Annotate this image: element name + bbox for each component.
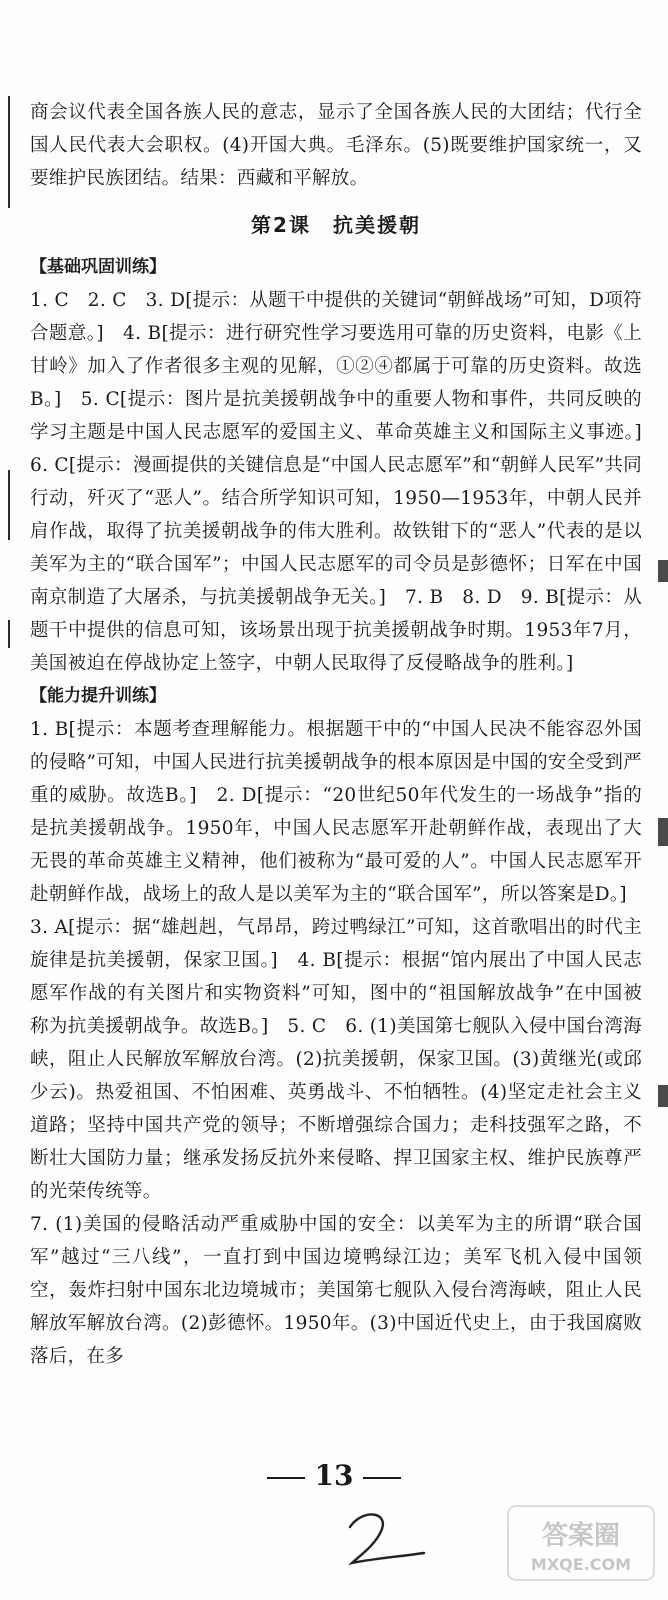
basic-training-answers: 1. C 2. C 3. D[提示：从题干中提供的关键词“朝鲜战场”可知，D项符合题意。] 4. B[提示：进行研究性学习要选用可靠的历史资料，电影《上甘岭》加入了作者很多主观的见解，①②④都属于可靠的历史资料。故选B。] 5. C[提示：图片是抗美援朝战争中的重要人物和事件，共同反映的学习主题是中国人民志愿军的爱国主义、革命英雄主义和国际主义事迹。] 6. C[提示：漫画提供的关键信息是“中国人民志愿军”和“朝鲜人民军”共同行动，歼灭了“恶人”。结合所学知识可知，1950—1953年，中朝人民并肩作战，取得了抗美援朝战争的伟大胜利。故铁钳下的“恶人”代表的是以美军为主的“联合国军”；中国人民志愿军的司令员是彭德怀；日军在中国南京制造了大屠杀，与抗美援朝战争无关。] 7. B 8. D 9. B[提示：从题干中提供的信息可知，该场景出现于抗美援朝战争时期。1953年7月，美国被迫在停战协定上签字，中朝人民取得了反侵略战争的胜利。] xyxy=(30,290,661,674)
watermark-logo-text: 答案圈 xyxy=(541,1521,621,1551)
section-heading-advanced: 【能力提升训练】 xyxy=(30,686,166,706)
handwritten-mark xyxy=(340,1505,430,1575)
previous-lesson-answers: 商会议代表全国各族人民的意志，显示了全国各族人民的大团结；代行全国人民代表大会职权。(4)开国大典。毛泽东。(5)既要维护国家统一，又要维护民族团结。结果：西藏和平解放。 xyxy=(30,102,642,189)
section-heading-basic: 【基础巩固训练】 xyxy=(30,257,166,277)
binding-mark xyxy=(8,96,10,208)
binding-mark xyxy=(8,470,10,540)
advanced-answers-3-6: 3. A[提示：据“雄赳赳，气昂昂，跨过鸭绿江”可知，这首歌唱出的时代主旋律是抗美援朝，保家卫国。] 4. B[提示：根据“馆内展出了中国人民志愿军作战的有关图片和实物资料”可知，图中的“祖国解放战争”在中国被称为抗美援朝战争。故选B。] 5. C 6. (1)美国第七舰队入侵中国台湾海峡，阻止人民解放军解放台湾。(2)抗美援朝，保家卫国。(3)黄继光(或邱少云)。热爱祖国、不怕困难、英勇战斗、不怕牺牲。(4)坚定走社会主义道路；坚持中国共产党的领导；不断增强综合国力；走科技强军之路，不断壮大国防力量；继承发扬反抗外来侵略、捍卫国家主权、维护民族尊严的光荣传统等。 xyxy=(30,917,642,1202)
edge-mark xyxy=(658,560,668,582)
advanced-answer-7: 7. (1)美国的侵略活动严重威胁中国的安全：以美军为主的所谓“联合国军”越过“三八线”，一直打到中国边境鸭绿江边；美军飞机入侵中国领空，轰炸扫射中国东北边境城市；美国第七舰队入侵台湾海峡，阻止人民解放军解放台湾。(2)彭德怀。1950年。(3)中国近代史上，由于我国腐败落后，在多 xyxy=(30,1214,642,1367)
edge-mark xyxy=(658,1085,668,1107)
edge-mark xyxy=(658,818,668,846)
answer-content xyxy=(30,96,661,1373)
page-number-dash xyxy=(267,1477,305,1479)
watermark-site-url: MXQE.COM xyxy=(530,1555,632,1574)
page-number: 13 xyxy=(314,1459,354,1492)
lesson-title: 第2课 抗美援朝 xyxy=(251,213,421,237)
page-number-row xyxy=(0,1456,668,1496)
site-watermark xyxy=(506,1504,656,1582)
advanced-answers-1-2: 1. B[提示：本题考查理解能力。根据题干中的“中国人民决不能容忍外国的侵略”可知，中国人民进行抗美援朝战争的根本原因是中国的安全受到严重的威胁。故选B。] 2. D[提示：“20世纪50年代发生的一场战争”指的是抗美援朝战争。1950年，中国人民志愿军开赴朝鲜作战，表现出了大无畏的革命英雄主义精神，他们被称为“最可爱的人”。中国人民志愿军开赴朝鲜作战，战场上的敌人是以美军为主的“联合国军”，所以答案是D。] xyxy=(30,719,642,905)
page-number-dash xyxy=(363,1477,401,1479)
binding-mark xyxy=(8,620,10,648)
